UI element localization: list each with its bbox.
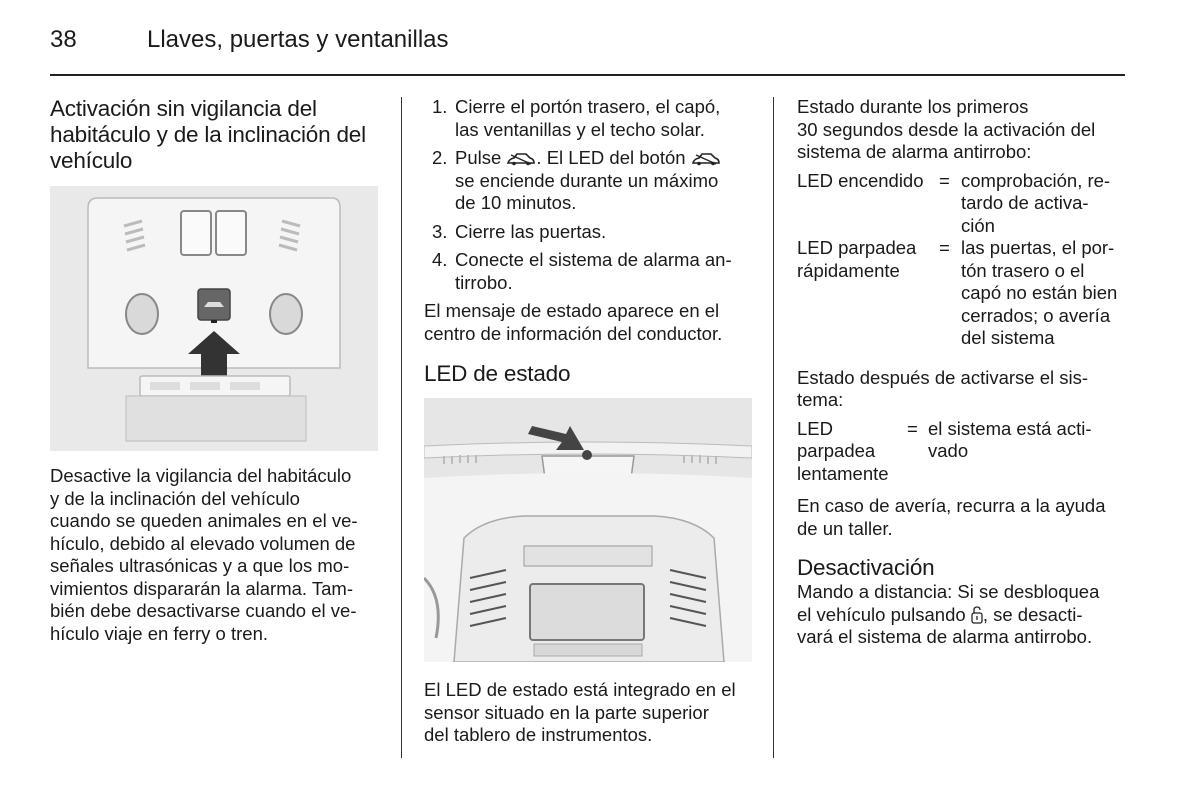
column-divider (773, 97, 774, 758)
definition-row: LED encendido = comprobación, re- tardo de activa- ción (797, 169, 1111, 236)
paragraph: Estado después de activarse el sis- tema: (797, 366, 1089, 410)
definition-row: LED parpadea lentamente = el sistema está acti- vado (797, 417, 1092, 484)
paragraph: Estado durante los primeros 30 segundos desde la activación del sistema de alarma antirrobo: (797, 96, 1096, 162)
paragraph: En caso de avería, recurra a la ayuda de un taller. (797, 495, 1106, 539)
overhead-console-illustration (50, 186, 378, 451)
definition-row: LED parpadea rápidamente = las puertas, el por- tón trasero o el capó no están bien cerrados; o avería del sistema (797, 237, 1118, 348)
header-rule (50, 74, 1125, 76)
section-heading: LED de estado (424, 361, 571, 386)
column-2 (424, 96, 754, 747)
steps-list (424, 96, 754, 294)
car-tilt-icon (506, 152, 536, 166)
unlock-icon (971, 606, 983, 624)
list-item: 2. Pulse . El LED del botón se enciende durante un máximo de 10 minutos. (424, 147, 754, 215)
list-item: 4. Conecte el sistema de alarma an- tirrobo. (432, 249, 732, 293)
page-number: 38 (50, 26, 77, 53)
section-heading: Activación sin vigilancia del habitáculo y de la inclinación del vehículo (50, 96, 366, 173)
paragraph: El mensaje de estado aparece en el centro de información del conductor. (424, 300, 723, 344)
list-item: 3. Cierre las puertas. (432, 220, 607, 242)
figure-caption: El LED de estado está integrado en el sensor situado en la parte superior del tablero de instrumentos. (424, 679, 736, 745)
page-title: Llaves, puertas y ventanillas (147, 26, 449, 53)
dashboard-led-illustration (424, 398, 752, 662)
column-3 (797, 96, 1127, 649)
paragraph: Desactive la vigilancia del habitáculo y de la inclinación del vehículo cuando se queden animales en el ve- hículo, debido al elevado volumen de señales ultrasónicas y a que los mo- vimientos dispararán la alarma. Tam- bién debe desactivarse cuando el ve- hículo viaje en ferry o tren. (50, 465, 358, 644)
car-tilt-icon (691, 152, 721, 166)
column-1 (50, 96, 385, 645)
section-heading: Desactivación (797, 555, 935, 580)
column-divider (401, 97, 402, 758)
paragraph: Mando a distancia: Si se desbloquea el vehículo pulsando , se desacti- vará el sistema de alarma antirrobo. (797, 581, 1100, 647)
list-item: 1. Cierre el portón trasero, el capó, las ventanillas y el techo solar. (432, 96, 721, 140)
